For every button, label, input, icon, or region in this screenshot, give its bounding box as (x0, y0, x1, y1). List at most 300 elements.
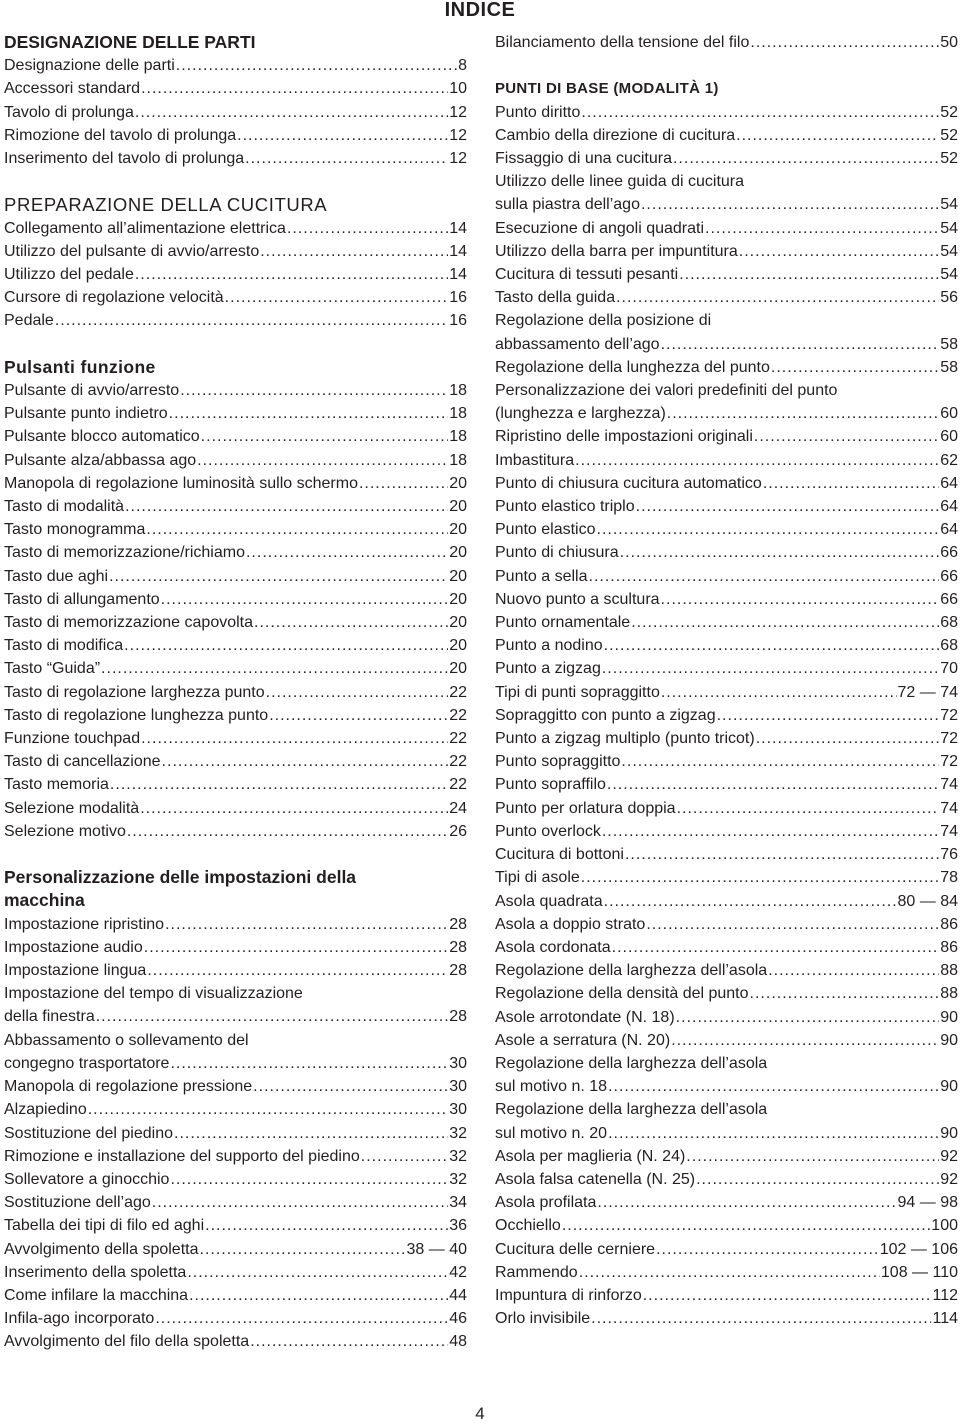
toc-entry-title: Alzapiedino (4, 1101, 87, 1119)
left-column (4, 31, 467, 1354)
dot-leader (200, 1238, 406, 1261)
toc-entry-title: Rimozione e installazione del supporto del piedino (4, 1147, 360, 1165)
toc-entry-title: Punto sopraffilo (495, 776, 606, 794)
toc-entry[interactable] (4, 727, 467, 750)
section-heading-preparazione: PREPARAZIONE DELLA CUCITURA (4, 194, 328, 216)
toc-entry[interactable] (495, 1029, 958, 1052)
toc-entry-page: 68 (940, 614, 958, 632)
toc-entry[interactable] (495, 101, 958, 124)
dot-leader (260, 240, 448, 263)
dot-leader (205, 1214, 448, 1237)
toc-entry-page: 12 (449, 126, 467, 144)
toc-entry-title: Impostazione lingua (4, 962, 147, 980)
toc-entry[interactable] (4, 634, 467, 657)
toc-entry-page: 94 — 98 (897, 1194, 958, 1212)
toc-entry[interactable] (495, 982, 958, 1005)
toc-entry[interactable] (495, 217, 958, 240)
toc-entry-title: Tasto monogramma (4, 521, 146, 539)
toc-entry-page: 18 (449, 451, 467, 469)
toc-entry-title: Impostazione audio (4, 938, 143, 956)
toc-entry[interactable] (495, 843, 958, 866)
toc-entry-title: Selezione modalità (4, 799, 140, 817)
toc-entry-page: 72 (940, 730, 958, 748)
dot-leader (135, 101, 448, 124)
toc-entry[interactable] (495, 425, 958, 448)
toc-entry-wrap-line: Utilizzo delle linee guida di cucitura (495, 173, 745, 191)
dot-leader (187, 1261, 448, 1284)
spacer (4, 170, 467, 193)
dot-leader (125, 495, 448, 518)
toc-entry-title: Pulsante alza/abbassa ago (4, 451, 197, 469)
dot-leader (597, 1191, 896, 1214)
toc-entry[interactable] (495, 565, 958, 588)
toc-entry-title: Asola falsa catenella (N. 25) (495, 1170, 696, 1188)
toc-entry[interactable] (4, 959, 467, 982)
toc-entry[interactable] (495, 820, 958, 843)
toc-entry[interactable] (495, 936, 958, 959)
dot-leader (170, 1168, 448, 1191)
dot-leader (589, 565, 940, 588)
toc-entry-page: 14 (449, 242, 467, 260)
toc-entry[interactable] (495, 913, 958, 936)
toc-entry-title: Punto a zigzag multiplo (punto tricot) (495, 730, 755, 748)
toc-entry[interactable] (495, 1191, 958, 1214)
toc-entry[interactable] (4, 936, 467, 959)
toc-entry-page: 42 (449, 1263, 467, 1281)
toc-entry-title: Cambio della direzione di cucitura (495, 126, 736, 144)
dot-leader (604, 634, 940, 657)
toc-entry[interactable] (495, 1214, 958, 1237)
toc-entry-title: Nuovo punto a scultura (495, 590, 660, 608)
toc-entry[interactable] (4, 1122, 467, 1145)
toc-entry[interactable] (4, 402, 467, 425)
toc-entry-title: Cursore di regolazione velocità (4, 289, 224, 307)
toc-entry-title: Fissaggio di una cucitura (495, 150, 672, 167)
dot-leader (604, 890, 897, 913)
toc-entry-page: 92 (940, 1170, 958, 1188)
toc-entry[interactable] (495, 356, 958, 379)
page-number: 4 (475, 1404, 485, 1423)
toc-entry-page: 52 (940, 126, 958, 144)
toc-entry[interactable] (4, 1005, 467, 1028)
toc-entry-title: Tasto memoria (4, 776, 109, 794)
toc-entry-title: Avvolgimento del filo della spoletta (4, 1333, 250, 1351)
toc-entry[interactable] (495, 727, 958, 750)
toc-entry[interactable] (4, 1214, 467, 1237)
dot-leader (750, 31, 939, 54)
toc-entry[interactable] (495, 681, 958, 704)
toc-entry-title: Tasto di memorizzazione capovolta (4, 614, 254, 632)
toc-entry[interactable] (4, 1168, 467, 1191)
toc-entry-list (4, 379, 467, 843)
toc-entry-wrap-line: Regolazione della larghezza dell’asola (495, 1101, 768, 1119)
toc-entry-title: Tipi di punti sopraggitto (495, 683, 660, 701)
toc-entry[interactable] (495, 240, 958, 263)
dot-leader (696, 1168, 939, 1191)
dot-leader (768, 959, 939, 982)
dot-leader (661, 681, 897, 704)
toc-entry[interactable] (4, 425, 467, 448)
dot-leader (581, 101, 939, 124)
toc-entry[interactable] (495, 1284, 958, 1307)
toc-entry[interactable] (4, 704, 467, 727)
toc-entry-title: Tasto di modifica (4, 637, 124, 655)
toc-entry-title: Tasto di allungamento (4, 590, 160, 608)
toc-entry[interactable] (495, 402, 958, 425)
toc-entry-title: Tasto “Guida” (4, 660, 101, 678)
toc-entry-page: 30 (449, 1078, 467, 1096)
toc-entry[interactable] (4, 1284, 467, 1307)
toc-entry-page: 20 (449, 637, 467, 655)
toc-entry[interactable] (4, 147, 467, 170)
toc-entry[interactable] (495, 657, 958, 680)
dot-leader (250, 1330, 448, 1353)
toc-entry-title: Rammendo (495, 1263, 578, 1281)
toc-entry[interactable] (4, 240, 467, 263)
toc-entry-page: 50 (940, 34, 958, 51)
toc-entry[interactable] (4, 750, 467, 773)
toc-entry-title: Asola profilata (495, 1194, 597, 1212)
toc-entry-page: 72 (940, 706, 958, 724)
dot-leader (661, 588, 940, 611)
dot-leader (620, 541, 940, 564)
dot-leader (676, 1006, 940, 1029)
toc-entry[interactable] (4, 657, 467, 680)
dot-leader (643, 1284, 932, 1307)
toc-entry[interactable] (4, 797, 467, 820)
toc-entry[interactable] (495, 611, 958, 634)
toc-entry-page: 18 (449, 382, 467, 400)
toc-entry[interactable] (495, 750, 958, 773)
toc-entry[interactable] (4, 1145, 467, 1168)
toc-entry-title: Asola quadrata (495, 892, 603, 910)
toc-entry-page: 38 — 40 (406, 1240, 467, 1258)
toc-entry-page: 12 (449, 103, 467, 121)
toc-entry-page: 62 (940, 451, 958, 469)
toc-entry-title: Collegamento all’alimentazione elettrica (4, 219, 286, 237)
toc-entry-page: 54 (940, 242, 958, 260)
toc-entry[interactable] (4, 1052, 467, 1075)
toc-entry-page: 76 (940, 846, 958, 864)
toc-entry[interactable] (495, 1006, 958, 1029)
toc-entry-page: 66 (940, 544, 958, 562)
toc-entry-list (4, 217, 467, 333)
toc-entry-page: 20 (449, 660, 467, 678)
toc-entry-page: 20 (449, 567, 467, 585)
section-heading-punti-di-base: PUNTI DI BASE (MODALITÀ 1) (495, 80, 719, 98)
toc-entry[interactable] (495, 890, 958, 913)
toc-entry-wrap-line: Personalizzazione dei valori predefiniti del punto (495, 382, 838, 400)
dot-leader (88, 1098, 448, 1121)
toc-entry[interactable] (4, 1075, 467, 1098)
toc-entry-title: abbassamento dell’ago (495, 335, 660, 353)
toc-entry[interactable] (495, 704, 958, 727)
toc-entry-title: congegno trasportatore (4, 1054, 170, 1072)
dot-leader (562, 1214, 930, 1237)
toc-entry[interactable] (4, 263, 467, 286)
toc-entry-page: 88 (940, 985, 958, 1003)
toc-entry[interactable] (4, 1261, 467, 1284)
toc-entry-title: Cucitura delle cerniere (495, 1240, 656, 1258)
toc-entry-title: Imbastitura (495, 451, 575, 469)
toc-entry-title: Funzione touchpad (4, 730, 141, 748)
toc-entry[interactable] (4, 101, 467, 124)
toc-entry-page: 72 (940, 753, 958, 771)
toc-entry-page: 20 (449, 614, 467, 632)
toc-entry-page: 18 (449, 428, 467, 446)
toc-entry[interactable] (495, 588, 958, 611)
dot-leader (162, 750, 449, 773)
section-heading-designazione: DESIGNAZIONE DELLE PARTI (4, 32, 256, 52)
dot-leader (169, 402, 449, 425)
toc-entry[interactable] (4, 449, 467, 472)
toc-entry[interactable] (4, 495, 467, 518)
toc-entry[interactable] (495, 124, 958, 147)
toc-entry-page: 88 (940, 962, 958, 980)
dot-leader (673, 147, 939, 170)
right-column (495, 31, 958, 1330)
toc-entry[interactable] (495, 773, 958, 796)
toc-entry[interactable] (495, 1075, 958, 1098)
toc-entry-page: 72 — 74 (897, 683, 958, 701)
dot-leader (739, 240, 939, 263)
toc-entry-title: Asola cordonata (495, 938, 611, 956)
toc-entry[interactable] (495, 1145, 958, 1168)
toc-entry-list (4, 913, 467, 983)
toc-entry-title: Manopola di regolazione pressione (4, 1078, 253, 1096)
dot-leader (55, 309, 448, 332)
toc-entry-page: 52 (940, 150, 958, 167)
toc-entry-page: 46 (449, 1310, 467, 1328)
toc-entry-title: Punto sopraggitto (495, 753, 621, 771)
toc-entry[interactable] (495, 333, 958, 356)
dot-leader (359, 472, 448, 495)
toc-entry-page: 54 (940, 219, 958, 237)
toc-entry-page: 20 (449, 590, 467, 608)
toc-entry[interactable] (4, 472, 467, 495)
toc-entry[interactable] (495, 541, 958, 564)
toc-entry-page: 92 (940, 1147, 958, 1165)
toc-entry-page: 20 (449, 498, 467, 516)
dot-leader (141, 727, 448, 750)
toc-entry[interactable] (495, 1307, 958, 1330)
toc-entry-list (4, 1075, 467, 1353)
toc-entry[interactable] (4, 913, 467, 936)
toc-entry-page: 24 (449, 799, 467, 817)
toc-entry-title: sulla piastra dell’ago (495, 196, 640, 214)
toc-entry-title: (lunghezza e larghezza) (495, 405, 666, 423)
toc-entry-page: 68 (940, 637, 958, 655)
toc-entry[interactable] (4, 217, 467, 240)
toc-entry[interactable] (4, 1330, 467, 1353)
toc-entry-page: 14 (449, 219, 467, 237)
toc-entry-wrap-line: Abbassamento o sollevamento del (4, 1031, 249, 1049)
toc-entry[interactable] (4, 541, 467, 564)
toc-entry[interactable] (4, 54, 467, 77)
dot-leader (140, 797, 448, 820)
toc-entry[interactable] (495, 1168, 958, 1191)
dot-leader (189, 1284, 448, 1307)
toc-entry-page: 30 (449, 1054, 467, 1072)
toc-entry-title: Asola a doppio strato (495, 915, 646, 933)
dot-leader (671, 1029, 939, 1052)
dot-leader (621, 750, 939, 773)
toc-entry[interactable] (495, 147, 958, 170)
toc-entry-list (495, 217, 958, 310)
dot-leader (750, 982, 940, 1005)
dot-leader (161, 588, 449, 611)
toc-entry-page: 22 (449, 683, 467, 701)
toc-entry[interactable] (495, 634, 958, 657)
dot-leader (581, 866, 939, 889)
dot-leader (152, 1191, 448, 1214)
section-heading-personalizzazione-cont: macchina (4, 890, 85, 911)
toc-entry-page: 64 (940, 498, 958, 516)
toc-entry-title: Selezione motivo (4, 822, 126, 840)
spacer (495, 54, 958, 77)
toc-entry-page: 56 (940, 289, 958, 307)
toc-entry-title: Punto a nodino (495, 637, 603, 655)
toc-entry-page: 100 (931, 1217, 958, 1235)
dot-leader (608, 1075, 939, 1098)
toc-entry-title: sul motivo n. 18 (495, 1078, 608, 1096)
toc-entry[interactable] (495, 1238, 958, 1261)
toc-entry-page: 58 (940, 358, 958, 376)
toc-entry-title: Rimozione del tavolo di prolunga (4, 126, 237, 144)
toc-entry[interactable] (4, 1307, 467, 1330)
toc-entry-page: 60 (940, 405, 958, 423)
toc-entry-title: Cucitura di tessuti pesanti (495, 266, 679, 284)
toc-entry[interactable] (495, 286, 958, 309)
toc-entry[interactable] (4, 1238, 467, 1261)
dot-leader (591, 1307, 931, 1330)
dot-leader (180, 379, 448, 402)
toc-entry[interactable] (495, 518, 958, 541)
dot-leader (612, 936, 940, 959)
toc-entry-page: 32 (449, 1147, 467, 1165)
toc-entry-title: Asole arrotondate (N. 18) (495, 1008, 675, 1026)
section-heading-personalizzazione: Personalizzazione delle impostazioni della (4, 867, 357, 888)
toc-entry-title: Tasto di regolazione lunghezza punto (4, 706, 269, 724)
toc-entry[interactable] (4, 611, 467, 634)
toc-entry-title: Impuntura di rinforzo (495, 1286, 642, 1304)
dot-leader (176, 54, 457, 77)
toc-entry-title: Punto per orlatura doppia (495, 799, 676, 817)
dot-leader (754, 425, 939, 448)
toc-entry[interactable] (495, 472, 958, 495)
toc-entry[interactable] (495, 959, 958, 982)
toc-entry[interactable] (4, 379, 467, 402)
dot-leader (602, 657, 939, 680)
dot-leader (254, 611, 448, 634)
toc-entry-page: 64 (940, 521, 958, 539)
dot-leader (225, 286, 449, 309)
toc-entry-title: Utilizzo del pulsante di avvio/arresto (4, 242, 260, 260)
toc-entry-title: Sostituzione del piedino (4, 1124, 174, 1142)
toc-entry[interactable] (495, 866, 958, 889)
toc-entry-page: 102 — 106 (879, 1240, 958, 1258)
toc-entry-title: Tavolo di prolunga (4, 103, 134, 121)
toc-entry[interactable] (4, 773, 467, 796)
dot-leader (237, 124, 448, 147)
dot-leader (197, 449, 448, 472)
toc-entry-title: Designazione delle parti (4, 57, 175, 75)
toc-entry[interactable] (4, 565, 467, 588)
toc-entry-title: Pulsante blocco automatico (4, 428, 200, 446)
toc-entry[interactable] (495, 449, 958, 472)
dot-leader (246, 541, 448, 564)
toc-entry[interactable] (495, 263, 958, 286)
toc-entry[interactable] (4, 681, 467, 704)
toc-entry[interactable] (4, 1098, 467, 1121)
toc-entry[interactable] (4, 286, 467, 309)
dot-leader (155, 1307, 448, 1330)
dot-leader (602, 820, 939, 843)
toc-entry-page: 112 (932, 1286, 958, 1304)
dot-leader (101, 657, 448, 680)
toc-entry[interactable] (4, 77, 467, 100)
toc-entry-title: Occhiello (495, 1217, 561, 1235)
toc-entry-list (495, 1145, 958, 1331)
toc-entry-page: 32 (449, 1124, 467, 1142)
toc-entry-page: 90 (940, 1078, 958, 1096)
toc-entry-title: Tasto di memorizzazione/richiamo (4, 544, 245, 562)
dot-leader (756, 727, 940, 750)
dot-leader (361, 1145, 448, 1168)
toc-entry-page: 22 (449, 753, 467, 771)
toc-entry[interactable] (495, 797, 958, 820)
toc-entry-list (4, 54, 467, 170)
toc-entry-page: 12 (449, 150, 467, 168)
spacer (4, 843, 467, 866)
toc-entry[interactable] (495, 193, 958, 216)
toc-entry[interactable] (4, 124, 467, 147)
toc-entry-list (495, 425, 958, 1051)
toc-entry-page: 74 (940, 822, 958, 840)
dot-leader (124, 634, 448, 657)
toc-entry-page: 48 (449, 1333, 467, 1351)
toc-entry[interactable] (4, 588, 467, 611)
toc-entry-title: Impostazione ripristino (4, 915, 165, 933)
toc-entry-title: Tasto di cancellazione (4, 753, 161, 771)
toc-entry[interactable] (4, 1191, 467, 1214)
toc-entry-title: Sollevatore a ginocchio (4, 1170, 170, 1188)
section-heading-pulsanti-funzione: Pulsanti funzione (4, 356, 156, 377)
toc-entry-list (495, 101, 958, 171)
toc-entry-page: 52 (940, 103, 958, 121)
toc-entry-page: 114 (932, 1310, 958, 1328)
dot-leader (763, 472, 939, 495)
toc-entry-page: 66 (940, 590, 958, 608)
toc-entry[interactable] (4, 518, 467, 541)
toc-entry[interactable] (4, 309, 467, 332)
toc-entry[interactable] (495, 31, 958, 54)
toc-entry-page: 90 (940, 1124, 958, 1142)
toc-entry-wrap-line: Regolazione della larghezza dell’asola (495, 1054, 768, 1072)
toc-entry-title: Pulsante punto indietro (4, 405, 168, 423)
toc-entry[interactable] (495, 1122, 958, 1145)
toc-entry-page: 78 (940, 869, 958, 887)
toc-entry-title: Pulsante di avvio/arresto (4, 382, 180, 400)
dot-leader (109, 565, 448, 588)
toc-entry[interactable] (4, 820, 467, 843)
toc-entry-page: 90 (940, 1008, 958, 1026)
toc-entry-title: Punto di chiusura (495, 544, 619, 562)
toc-entry[interactable] (495, 1261, 958, 1284)
dot-leader (147, 959, 448, 982)
toc-entry-title: Punto di chiusura cucitura automatico (495, 474, 762, 492)
toc-entry[interactable] (495, 495, 958, 518)
